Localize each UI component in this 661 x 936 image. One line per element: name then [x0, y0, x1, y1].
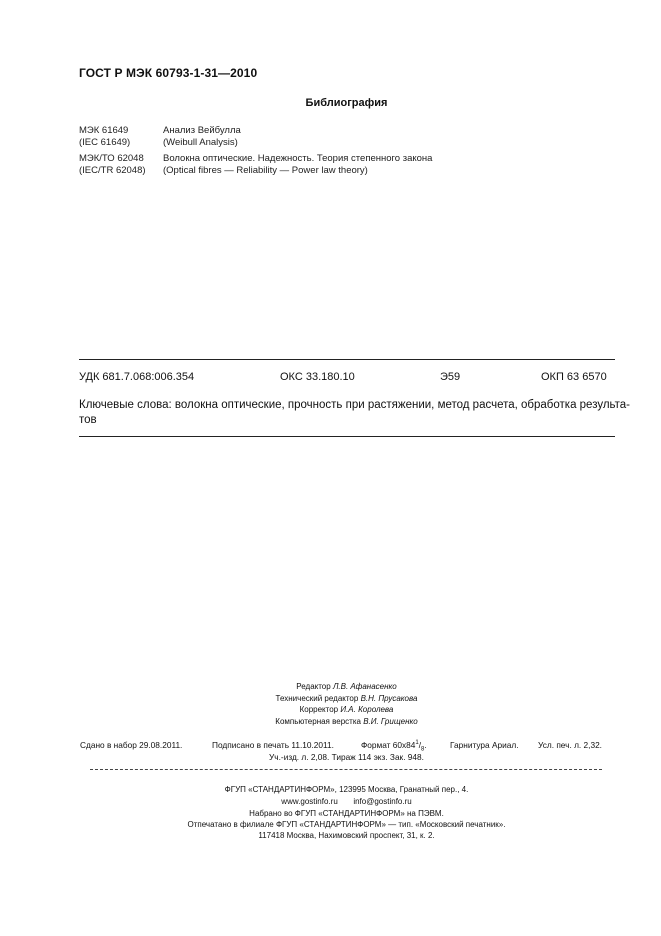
typeface: Гарнитура Ариал. [450, 740, 519, 750]
keywords-line: тов [79, 414, 97, 426]
credit-line [0, 694, 661, 703]
top-rule [79, 359, 615, 360]
sent-to-print: Сдано в набор 29.08.2011. [80, 740, 183, 750]
entry-code: МЭК/ТО 62048 [79, 153, 144, 164]
entry-text: Волокна оптические. Надежность. Теория степенного закона [163, 153, 433, 164]
credit-role: Технический редактор [275, 694, 359, 703]
e-code: Э59 [440, 371, 461, 383]
credit-role: Редактор [296, 682, 331, 691]
website-link[interactable]: www.gostinfo.ru [281, 797, 338, 806]
credit-line [0, 717, 661, 726]
printer-line: Набрано во ФГУП «СТАНДАРТИНФОРМ» на ПЭВМ. [249, 809, 444, 818]
publication-line-2: Уч.-изд. л. 2,08. Тираж 114 экз. Зак. 948. [269, 752, 424, 762]
printed-sheets: Усл. печ. л. 2,32. [538, 740, 602, 750]
document-code: ГОСТ Р МЭК 60793-1-31—2010 [79, 66, 258, 80]
udk-code: УДК 681.7.068:006.354 [79, 371, 195, 383]
paper-format: Формат $60х84^1/_8$. [361, 740, 427, 753]
printer-line: ФГУП «СТАНДАРТИНФОРМ», 123995 Москва, Гранатный пер., 4. [224, 785, 469, 794]
okp-code: ОКП 63 6570 [541, 371, 607, 383]
entry-code: МЭК 61649 [79, 125, 129, 136]
signed-to-print: Подписано в печать 11.10.2011. [212, 740, 334, 750]
credit-name: В.Н. Прусакова [360, 694, 418, 703]
credit-name: И.А. Королева [340, 705, 394, 714]
bibliography-title: Библиография [305, 97, 388, 109]
entry-text: (Optical fibres — Reliability — Power law theory) [163, 165, 368, 176]
email-link[interactable]: info@gostinfo.ru [353, 797, 412, 806]
entry-code: (IEC 61649) [79, 137, 131, 148]
printer-address: 117418 Москва, Нахимовский проспект, 31, к. 2. [258, 831, 435, 840]
format-numerator: 1 [415, 740, 419, 747]
dashed-divider [90, 769, 602, 770]
oks-code: ОКС 33.180.10 [280, 371, 355, 383]
keywords [79, 398, 631, 428]
credit-role: Корректор [299, 705, 339, 714]
credit-name: В.И. Грищенко [363, 717, 418, 726]
keywords-line: Ключевые слова: волокна оптические, прочность при растяжении, метод расчета, обработка результа- [79, 399, 631, 411]
printer-contacts [0, 797, 661, 806]
credit-line [0, 682, 661, 691]
format-denominator: 8 [421, 746, 425, 753]
entry-text: (Weibull Analysis) [163, 137, 238, 148]
bottom-rule [79, 436, 615, 437]
credit-role: Компьютерная верстка [275, 717, 361, 726]
entry-code: (IEC/TR 62048) [79, 165, 146, 176]
entry-text: Анализ Вейбулла [163, 125, 241, 136]
credit-line [0, 705, 661, 714]
credit-name: Л.В. Афанасенко [332, 682, 397, 691]
format-prefix: Формат 60х84 [361, 740, 416, 750]
printer-line: Отпечатано в филиале ФГУП «СТАНДАРТИНФОРМ» — тип. «Московский печатник». [187, 820, 506, 829]
